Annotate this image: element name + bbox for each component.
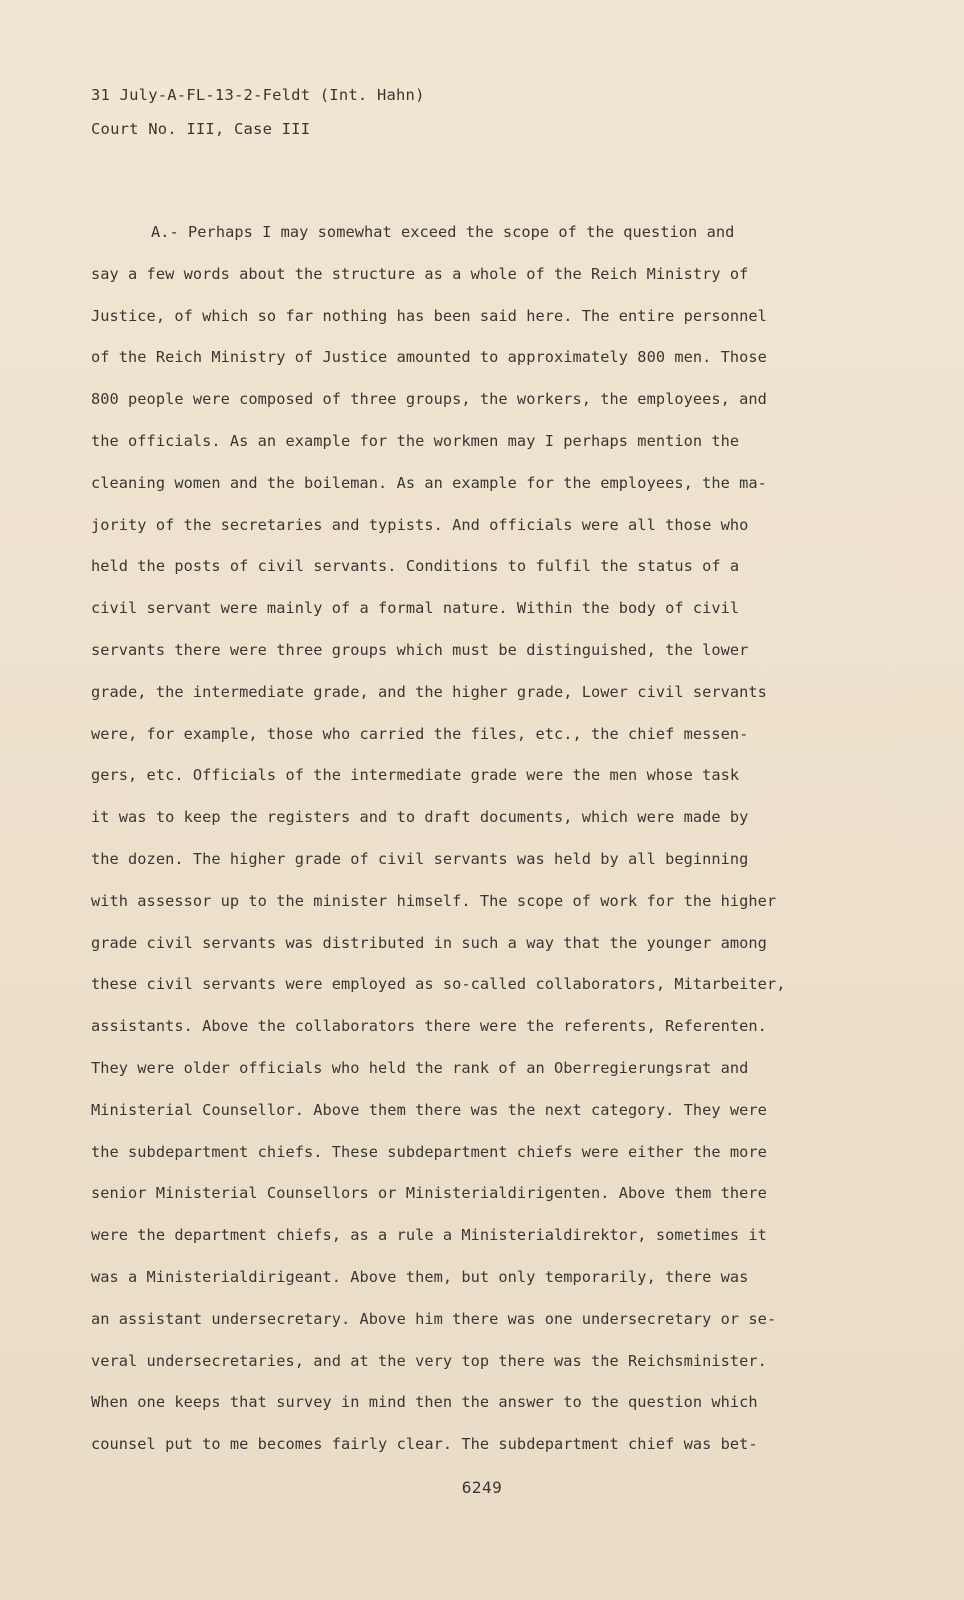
text-line: assistants. Above the collaborators there were the referents, Referenten. — [91, 1017, 767, 1036]
text-line: of the Reich Ministry of Justice amounted to approximately 800 men. Those — [91, 348, 767, 367]
text-line: They were older officials who held the rank of an Oberregierungsrat and — [91, 1058, 749, 1077]
text-line: counsel put to me becomes fairly clear. The subdepartment chief was bet- — [91, 1435, 758, 1454]
text-line: senior Ministerial Counsellors or Ministerialdirigenten. Above them there — [91, 1184, 767, 1203]
page-number: 6249 — [461, 1478, 503, 1497]
text-line: the dozen. The higher grade of civil servants was held by all beginning — [91, 849, 749, 868]
text-line: veral undersecretaries, and at the very top there was the Reichsminister. — [91, 1351, 767, 1370]
text-line: When one keeps that survey in mind then the answer to the question which — [91, 1393, 758, 1412]
text-line: gers, etc. Officials of the intermediate grade were the men whose task — [91, 766, 740, 785]
text-line: with assessor up to the minister himself. The scope of work for the higher — [91, 891, 777, 910]
text-line: held the posts of civil servants. Conditions to fulfil the status of a — [91, 557, 740, 576]
text-line: civil servant were mainly of a formal nature. Within the body of civil — [91, 599, 740, 618]
text-line: was a Ministerialdirigeant. Above them, but only temporarily, there was — [91, 1267, 749, 1286]
transcript-body — [91, 212, 881, 1466]
text-line: Ministerial Counsellor. Above them there was the next category. They were — [91, 1100, 767, 1119]
text-line: it was to keep the registers and to draft documents, which were made by — [91, 808, 749, 827]
text-line: grade, the intermediate grade, and the higher grade, Lower civil servants — [91, 682, 767, 701]
text-line: were the department chiefs, as a rule a Ministerialdirektor, sometimes it — [91, 1226, 767, 1245]
text-line: cleaning women and the boileman. As an example for the employees, the ma- — [91, 473, 767, 492]
text-line: grade civil servants was distributed in such a way that the younger among — [91, 933, 767, 952]
text-line: A.- Perhaps I may somewhat exceed the scope of the question and — [151, 223, 735, 241]
case-reference: 31 July-A-FL-13-2-Feldt (Int. Hahn) — [91, 86, 425, 104]
text-line: the officials. As an example for the workmen may I perhaps mention the — [91, 431, 740, 450]
text-line: servants there were three groups which must be distinguished, the lower — [91, 640, 749, 659]
document-header — [91, 86, 425, 154]
text-line: an assistant undersecretary. Above him there was one undersecretary or se- — [91, 1309, 777, 1328]
text-line: the subdepartment chiefs. These subdepartment chiefs were either the more — [91, 1142, 767, 1161]
text-line: were, for example, those who carried the files, etc., the chief messen- — [91, 724, 749, 743]
text-line: 800 people were composed of three groups, the workers, the employees, and — [91, 390, 767, 409]
text-line: these civil servants were employed as so-called collaborators, Mitarbeiter, — [91, 975, 786, 994]
court-case-line: Court No. III, Case III — [91, 120, 311, 138]
text-line: say a few words about the structure as a whole of the Reich Ministry of — [91, 264, 749, 283]
text-line: Justice, of which so far nothing has been said here. The entire personnel — [91, 306, 767, 325]
text-line: jority of the secretaries and typists. And officials were all those who — [91, 515, 749, 534]
